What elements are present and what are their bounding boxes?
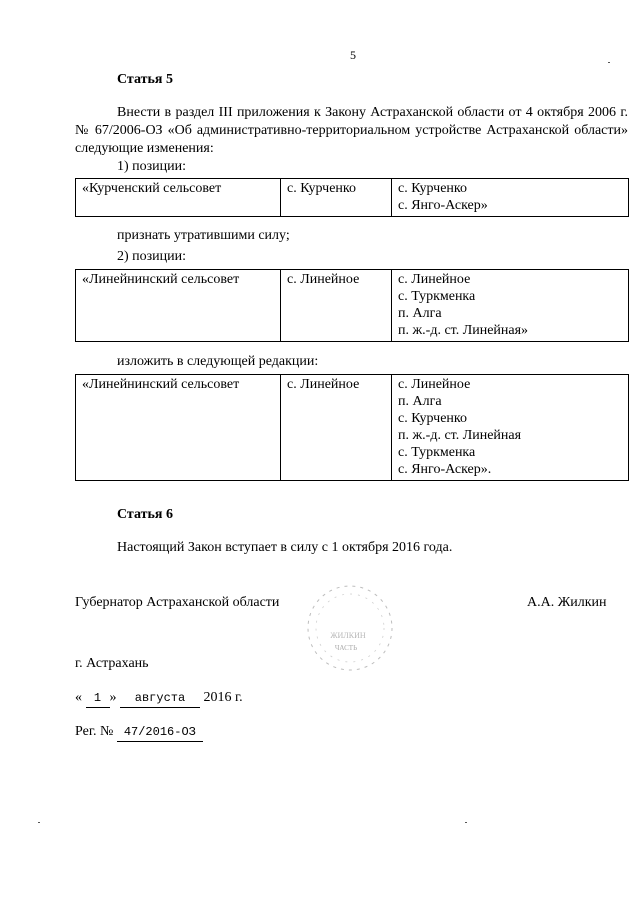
settlement-item: с. Туркменка (398, 445, 476, 460)
registration-line (75, 723, 203, 742)
article-6-heading: Статья 6 (117, 507, 173, 522)
settlement-item: п. ж.-д. ст. Линейная» (398, 323, 529, 338)
settlement-item: с. Янго-Аскер» (398, 198, 488, 213)
positions-table-2 (75, 269, 629, 342)
table-cell-center: с. Курченко (281, 179, 392, 217)
item-1-label: 1) позиции: (117, 159, 187, 174)
table-cell-center: с. Линейное (281, 375, 392, 481)
table-row (76, 179, 629, 217)
seal-text-line: ЖИЛКИН (330, 631, 366, 640)
registration-number: 47/2016-ОЗ (117, 723, 203, 742)
city-label: г. Астрахань (75, 656, 149, 671)
table-cell-settlements (392, 375, 629, 481)
settlement-item: с. Линейное (398, 377, 471, 392)
positions-table-3 (75, 374, 629, 481)
table-row (76, 270, 629, 342)
date-day: 1 (86, 689, 110, 708)
settlement-item: с. Янго-Аскер». (398, 462, 492, 477)
date-open-quote: « (75, 690, 82, 705)
registration-label: Рег. № (75, 724, 114, 739)
article-5-intro-text: Внести в раздел III приложения к Закону Астраханской области от 4 октября 2006 г. № 67/2006-ОЗ «Об административно-территориальном устройстве Астраханской области» следующие изменения: (75, 105, 628, 156)
settlement-item: п. Алга (398, 306, 442, 321)
table-cell-center: с. Линейное (281, 270, 392, 342)
settlement-item: п. Алга (398, 394, 442, 409)
table-row (76, 375, 629, 481)
table-cell-settlements (392, 179, 629, 217)
settlement-item: с. Линейное (398, 272, 471, 287)
settlement-item: с. Курченко (398, 181, 467, 196)
official-seal-stamp (300, 566, 400, 684)
settlement-item: п. ж.-д. ст. Линейная (398, 428, 522, 443)
signatory-position: Губернатор Астраханской области (75, 595, 280, 610)
date-month: августа (120, 689, 200, 708)
after-table-1-text: признать утратившими силу; (117, 228, 290, 243)
article-5-heading: Статья 5 (117, 72, 173, 87)
settlement-item: с. Туркменка (398, 289, 476, 304)
positions-table-1 (75, 178, 629, 217)
date-year: 2016 г. (203, 690, 243, 705)
signing-date (75, 689, 243, 708)
signatory-name: А.А. Жилкин (527, 595, 607, 610)
date-close-quote: » (109, 690, 117, 705)
table-cell-council: «Линейнинский сельсовет (76, 375, 281, 481)
page-number: 5 (350, 48, 356, 62)
seal-text-line: ЧАСТЬ (334, 644, 358, 652)
table-cell-council: «Линейнинский сельсовет (76, 270, 281, 342)
article-5-intro (75, 104, 628, 158)
table-cell-council: «Курченский сельсовет (76, 179, 281, 217)
settlement-item: с. Курченко (398, 411, 467, 426)
item-2-label: 2) позиции: (117, 249, 187, 264)
after-table-2-text: изложить в следующей редакции: (117, 354, 319, 369)
table-cell-settlements (392, 270, 629, 342)
article-6-text: Настоящий Закон вступает в силу с 1 октября 2016 года. (117, 540, 453, 555)
